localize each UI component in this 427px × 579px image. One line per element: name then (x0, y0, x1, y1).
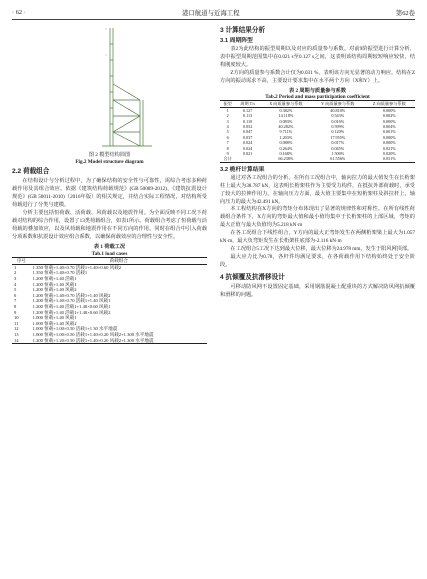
table-cell: 3 (14, 276, 17, 282)
paragraph: 在工况组合5工况下达到最大位移，最大位移为24.978 mm，发生于阳风网顶部。 (230, 245, 413, 252)
period-mass-table (220, 100, 415, 162)
paragraph: 本工程结构在X方向的弯矩分布体现出了显著的规律性和对称性。在所有线性荷载组合条件下，X方向的弯矩最大值和最小值均集中于长桁架柱的上部区域，弯矩的最大正值与最大负值均为5.218 kN·m (220, 206, 415, 229)
table-cell: 9 (14, 309, 17, 315)
paragraph: 通过对各工况组合的分析，在所有工况组合中，轴向拉力的最大值发生在长桁架柱上最大为38.787 kN，这表明长桁架柱作为主要受力构件，在抵抗外部荷载时，承受了较大的拉伸作用力。在轴向压力方面，最大值主要集中在短桁架柱及斜拉杆上，轴向压力的最大为42.491 kN。 (220, 174, 415, 205)
table-cell: 0.088% (279, 140, 293, 146)
table-row (12, 338, 207, 344)
table2-caption-cn: 表 2 周期与质量参与系数 (288, 87, 347, 94)
table-cell: 1.200 恒载+1.20×0.50 活载1+1.40×0.20 风载2+1.300 水平地震 (31, 338, 207, 344)
header-rule (12, 19, 415, 20)
table-cell: 1.200 恒载+1.40×0.70 活载1+1.40 风载2 (32, 292, 111, 298)
table-cell: 0.000% (382, 118, 396, 124)
table-cell: 0.021% (382, 145, 396, 151)
paragraph: 可移动防风网不设置固定基础，采用钢筋混凝土配重块的方式解决防风网抗倾覆和滑移的问题。 (220, 283, 415, 298)
table-cell: 0.001% (382, 129, 396, 135)
table-cell: 14 (12, 338, 31, 344)
load-cases-table (12, 257, 207, 344)
table-row (220, 156, 415, 162)
table-cell: 0.127 (242, 107, 253, 113)
table-cell: 0.024 (242, 140, 253, 146)
table-cell: 11 (14, 320, 19, 326)
paragraph: 最大应力比为0.78，各杆件均满足要求，在各荷载作用下结构始终处于安全阶段。 (220, 253, 415, 268)
table-cell: 0.002% (382, 113, 396, 119)
table-cell: 0.110 (242, 118, 253, 124)
table-cell: 6 (226, 134, 229, 140)
table-cell: 8 (226, 145, 229, 151)
table-cell: 0.264% (279, 145, 293, 151)
table2-caption-en: Tab.2 Period and mass participation coefficient (265, 93, 370, 100)
figure-caption-en: Fig.2 Model structure diagram (75, 158, 144, 165)
section-heading-2-2: 2.2 荷载组合 (12, 168, 50, 176)
table-cell: 0.021 (242, 151, 253, 156)
table-cell: 1.000 恒载+1.00×0.50 活载1+1.40×0.20 风载2+1.300 水平地震 (32, 331, 154, 337)
table-cell: 4 (226, 123, 229, 129)
table-cell: 0.599% (331, 123, 345, 129)
paragraph: 在结构设计与分析过程中，为了确保结构的安全性与可靠性，需综合考虑多种荷载作用及其组合效应。依据《建筑结构荷载规范》(GB 50009-2012)、《建筑抗震设计规范》(GB 50011-2010)（2016年版）的相关规定，并结合实际工程情况，对结构所受荷载进行了分类与建模。 (12, 178, 207, 208)
table-cell: 6 (14, 292, 17, 298)
figure-caption-cn: 图 2 模型结构简图 (88, 152, 131, 158)
table-cell: 0.024 (242, 145, 253, 151)
paragraph: Z方向的质量参与系数合计仅为0.031 %，表明该方向无显著的动力响应。结构在Z方向的振动需求不高，主要设计要求集中在水平两个方向（X和Y）上。 (220, 69, 415, 84)
model-structure-figure (12, 24, 207, 152)
table-cell: 1.200 恒载+1.40 活载1 (32, 276, 77, 282)
table-cell: 12 (14, 326, 19, 332)
table-cell: 1.000 恒载+1.00×0.50 活载1+1.30 水平地震 (32, 326, 118, 332)
table-cell: 1.200 恒载+1.40×0.70 活载1+1.40 风载1 (32, 298, 111, 304)
table-cell: 0.168% (279, 151, 293, 156)
table-cell: 7 (226, 140, 229, 146)
table-cell: 1.350 恒载+1.40×0.70 活载1+1.40×0.60 风载2 (32, 264, 122, 270)
table-cell: 0.016% (331, 118, 345, 124)
table-cell: 0.020% (382, 151, 396, 156)
page-number: · 62 · (12, 8, 26, 16)
section-heading-4: 4 抗倾覆及抗滑移设计 (220, 273, 285, 281)
table-cell: 9 (226, 151, 229, 156)
table-cell: 1.000 恒载+1.40 风载2 (32, 320, 77, 326)
table-cell: 8 (14, 304, 17, 309)
table-cell: 2 (14, 270, 17, 276)
table-cell: 2 (226, 113, 229, 119)
table-cell: 1.350 恒载+1.40×0.70 活载1 (32, 270, 88, 276)
table-cell: 0.120% (331, 129, 345, 135)
table-cell: 0.037 (242, 134, 253, 140)
table-header-cell: 周期 T/s (235, 101, 260, 107)
table-cell: 10 (14, 315, 19, 321)
table-header-cell: 序号 (12, 258, 31, 265)
truss-mast-drawing (12, 24, 207, 152)
section-heading-3: 3 计算结果分析 (220, 27, 266, 34)
volume-label: 第62卷 (395, 9, 415, 17)
left-column (12, 24, 207, 344)
table1-caption-en: Tab.1 load cases (91, 250, 128, 257)
table-header-cell: Y 向质量参与系数 (312, 101, 364, 107)
table-header-cell: 荷载组合 (31, 258, 207, 265)
table-cell: 17.955% (330, 134, 346, 140)
table-cell: 1.203% (279, 134, 293, 140)
table-cell: 1.200 恒载+1.40 风载2 (32, 287, 77, 293)
table-cell: 1.200 恒载+1.40 活载1+1.40×0.60 风载2 (32, 309, 111, 315)
table-cell: 0.004% (382, 123, 396, 129)
journal-title: 港口航道与近海工程 (182, 9, 240, 17)
table-cell: 0.113 (242, 113, 253, 119)
table-cell: 40.282% (278, 123, 294, 129)
table-cell: 0.052 (242, 123, 253, 129)
table-cell: 9.711% (279, 129, 293, 135)
table-cell: 0.382% (279, 107, 293, 113)
table-header-cell: 振型 (220, 101, 235, 107)
paragraph: 表2为此结构的振型周期以及对应的质量参与系数。对前9阶振型进行计算分析，表中振型周期范围集中在0.021 s至0.127 s之间，这表明该结构周期较短响应较快，结构刚度较大。 (220, 46, 415, 68)
table-cell (235, 156, 260, 162)
table-cell: 0.543% (331, 113, 345, 119)
table-cell: 0.000% (382, 107, 396, 113)
table-cell: 0.031% (364, 156, 415, 162)
table-cell: 66.238% (260, 156, 312, 162)
paragraph: 分析主要包括恒荷载、活荷载、风荷载以及地震作用。为全面反映不同工况下荷载对结构的综合作用，设置了13类荷载组合，如表1所示。荷载组合考虑了恒荷载与活荷载的叠加效应，以及风荷载和地震作用在不同方向的作用。同时在组合中引入荷载分项系数和抗震设计效应组合系数，以确保荷载效应的合理性与安全性。 (12, 209, 207, 240)
table-cell: 0.000% (382, 134, 396, 140)
table-cell: 5 (226, 129, 229, 135)
table-cell: 1.200 恒载+1.40 活载1+1.40×0.60 风载1 (32, 304, 111, 309)
subsection-heading-3-1: 3.1 周期阵型 (220, 38, 253, 44)
table-cell: 0.045% (331, 145, 345, 151)
subsection-heading-3-2: 3.2 桅杆计算结果 (220, 166, 265, 173)
table-cell: 合计 (220, 156, 235, 162)
table-cell: 1 (14, 264, 17, 270)
table-header-cell: X 向质量参与系数 (260, 101, 312, 107)
table-cell: 40.810% (330, 107, 346, 113)
table-cell: 1.200 恒载+1.40 风载1 (32, 281, 77, 287)
table-cell: 1 (226, 107, 229, 113)
table-cell: 0.000% (382, 140, 396, 146)
table-cell: 0.047 (242, 129, 253, 135)
table-cell: 0.083% (279, 118, 293, 124)
table-cell: 5 (14, 287, 17, 293)
table-cell: 1.500% (331, 151, 345, 156)
page-header (12, 6, 415, 18)
right-column (220, 24, 415, 300)
table-cell: 7 (14, 298, 17, 304)
table-cell: 13 (14, 331, 19, 337)
table-header-cell: Z 向质量参与系数 (364, 101, 415, 107)
table1-caption-cn: 表 1 荷载工况 (93, 244, 126, 251)
table-cell: 4 (14, 281, 17, 287)
paragraph: 在各工况组合下线性组合，Y方向的最大正弯矩发生在两侧桁架梁上最大为1.057 kN·m，最大负弯矩发生在长桁架柱底部为-2.116 kN·m (220, 230, 415, 245)
table-cell: 61.556% (312, 156, 364, 162)
table-cell: 14.118% (278, 113, 294, 119)
table-cell: 0.017% (331, 140, 345, 146)
table-cell: 3 (226, 118, 229, 124)
table-cell: 1.000 恒载+1.40 风载1 (32, 315, 77, 321)
